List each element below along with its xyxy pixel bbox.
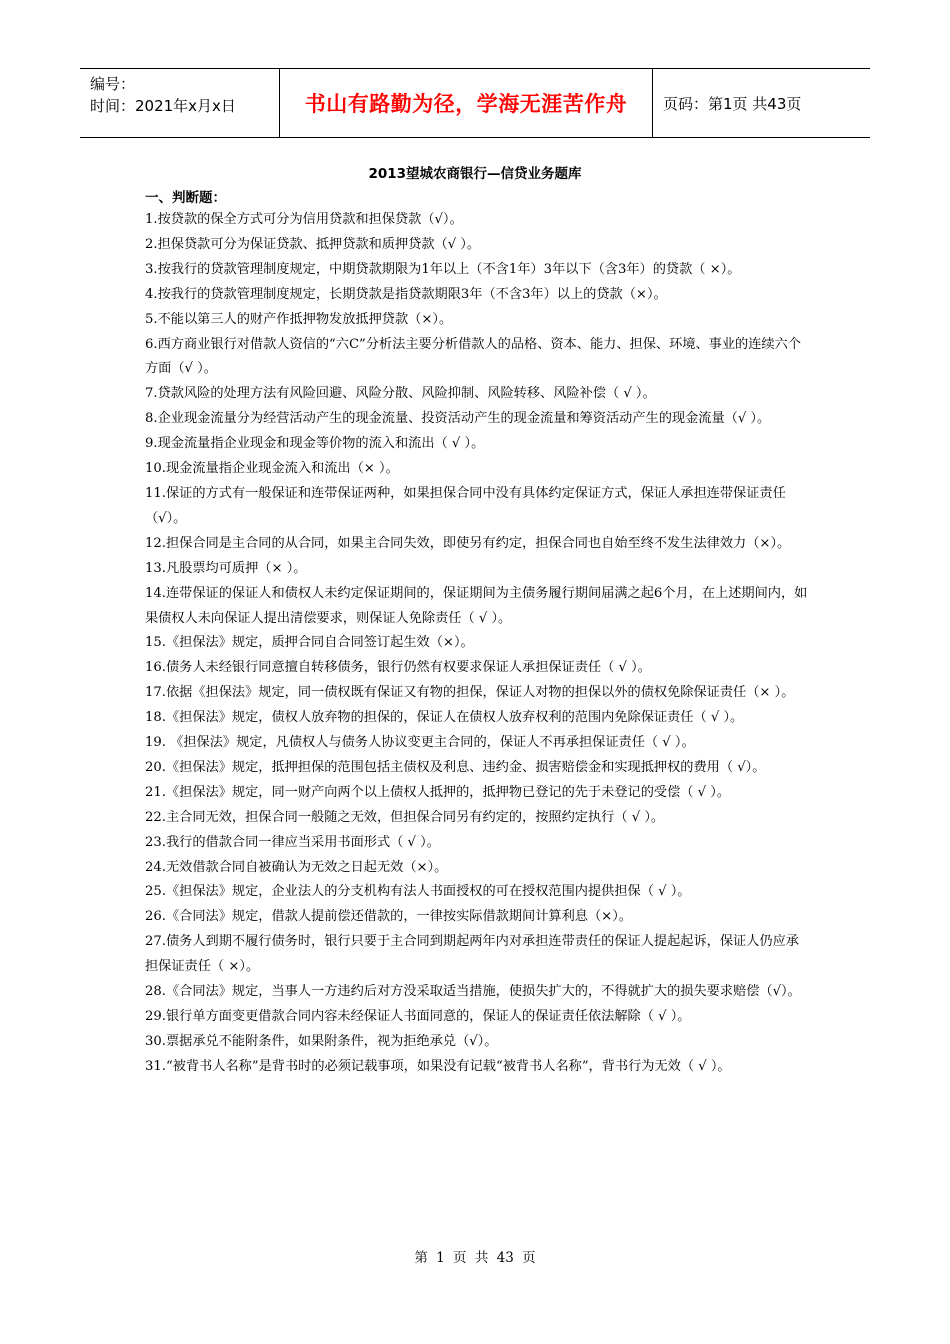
number-label: 编号： (90, 75, 136, 93)
question-item: 21.《担保法》规定，同一财产向两个以上债权人抵押的，抵押物已登记的先于未登记的受偿（ √ ）。 (145, 784, 731, 800)
question-item: 6.西方商业银行对借款人资信的“六C”分析法主要分析借款人的品格、资本、能力、担保、环境、事业的连续六个方面（√ ）。 (145, 336, 801, 377)
question-item: 25.《担保法》规定，企业法人的分支机构有法人书面授权的可在授权范围内提供担保（ √ ）。 (145, 884, 691, 900)
question-item: 27.债务人到期不履行债务时，银行只要于主合同到期起两年内对承担连带责任的保证人提起起诉，保证人仍应承担保证责任（ ×）。 (145, 934, 799, 975)
document-title: 2013望城农商银行—信贷业务题库 (368, 166, 582, 182)
question-item: 19. 《担保法》规定，凡债权人与债务人协议变更主合同的，保证人不再承担保证责任（ √ ）。 (145, 735, 695, 751)
question-item: 22.主合同无效，担保合同一般随之无效，但担保合同另有约定的，按照约定执行（ √ ）。 (145, 809, 665, 825)
page-footer: 第 1 页 共 43 页 (414, 1250, 536, 1266)
question-item: 20.《担保法》规定，抵押担保的范围包括主债权及利息、违约金、损害赔偿金和实现抵押权的费用（ √）。 (145, 759, 766, 775)
question-item: 4.按我行的贷款管理制度规定，长期贷款是指贷款期限3年（不含3年）以上的贷款（×）。 (145, 286, 667, 302)
header-meta (80, 69, 280, 137)
question-item: 12.担保合同是主合同的从合同，如果主合同失效，即使另有约定，担保合同也自始至终不发生法律效力（×）。 (145, 535, 791, 551)
section-title: 一、判断题： (145, 190, 226, 206)
header-page-label: 页码：第1页 共43页 (663, 94, 802, 113)
question-item: 14.连带保证的保证人和债权人未约定保证期间的，保证期间为主债务履行期间届满之起6个月，在上述期间内，如果债权人未向保证人提出清偿要求，则保证人免除责任（ √ ）。 (145, 585, 808, 626)
question-item: 18.《担保法》规定，债权人放弃物的担保的，保证人在债权人放弃权利的范围内免除保证责任（ √ ）。 (145, 710, 744, 726)
question-item: 16.债务人未经银行同意擅自转移债务，银行仍然有权要求保证人承担保证责任（ √ ）。 (145, 660, 651, 676)
question-item: 23.我行的借款合同一律应当采用书面形式（ √ ）。 (145, 834, 440, 850)
question-item: 24.无效借款合同自被确认为无效之日起无效（×）。 (145, 859, 448, 875)
page-header (80, 68, 870, 138)
question-item: 28.《合同法》规定，当事人一方违约后对方没采取适当措施，使损失扩大的，不得就扩大的损失要求赔偿（√）。 (145, 984, 801, 1000)
question-item: 30.票据承兑不能附条件，如果附条件，视为拒绝承兑（√）。 (145, 1033, 498, 1049)
question-item: 1.按贷款的保全方式可分为信用贷款和担保贷款（√）。 (145, 212, 463, 227)
question-item: 31.“被背书人名称”是背书时的必须记载事项，如果没有记载“被背书人名称”，背书行为无效（ √ ）。 (145, 1058, 731, 1074)
question-item: 3.按我行的贷款管理制度规定，中期贷款期限为1年以上（不含1年）3年以下（含3年）的贷款（ ×）。 (145, 261, 741, 277)
question-item: 13.凡股票均可质押（× ）。 (145, 560, 307, 576)
question-item: 8.企业现金流量分为经营活动产生的现金流量、投资活动产生的现金流量和筹资活动产生的现金流量（√ ）。 (145, 411, 771, 427)
question-item: 2.担保贷款可分为保证贷款、抵押贷款和质押贷款（√ ）。 (145, 236, 481, 252)
question-item: 29.银行单方面变更借款合同内容未经保证人书面同意的，保证人的保证责任依法解除（ √ ）。 (145, 1009, 691, 1024)
question-item: 17.依据《担保法》规定，同一债权既有保证又有物的担保，保证人对物的担保以外的债权免除保证责任（× ）。 (145, 685, 795, 701)
question-item: 15.《担保法》规定，质押合同自合同签订起生效（×）。 (145, 635, 474, 651)
time-label: 时间：2021年x月x日 (90, 97, 236, 115)
question-item: 11.保证的方式有一般保证和连带保证两种，如果担保合同中没有具体约定保证方式，保证人承担连带保证责任（√）。 (145, 485, 786, 526)
question-item: 7.贷款风险的处理方法有风险回避、风险分散、风险抑制、风险转移、风险补偿（ √ ）。 (145, 386, 656, 402)
header-motto: 书山有路勤为径，学海无涯苦作舟 (280, 69, 653, 137)
question-item: 26.《合同法》规定，借款人提前偿还借款的，一律按实际借款期间计算利息（×）。 (145, 909, 632, 925)
question-item: 5.不能以第三人的财产作抵押物发放抵押贷款（×）。 (145, 311, 453, 327)
question-list (145, 208, 810, 1080)
question-item: 10.现金流量指企业现金流入和流出（× ）。 (145, 461, 399, 477)
question-item: 9.现金流量指企业现金和现金等价物的流入和流出（ √ ）。 (145, 436, 485, 452)
